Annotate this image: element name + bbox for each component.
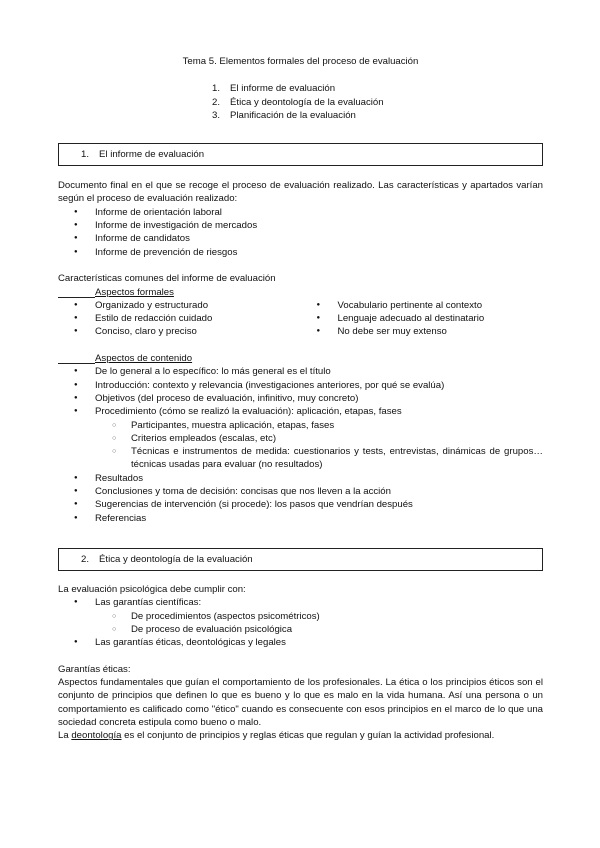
- toc-item: 2. Ética y deontología de la evaluación: [211, 96, 384, 108]
- deontology-term: deontología: [71, 730, 122, 742]
- list-item: ● Lenguaje adecuado al destinatario: [301, 312, 544, 325]
- sub-list-item: ○ De proceso de evaluación psicológica: [58, 623, 543, 636]
- list-item: ● Sugerencias de intervención (si procede): los pasos que vendrían después: [58, 498, 543, 511]
- toc-item: 3. Planificación de la evaluación: [211, 109, 356, 121]
- section-heading-1: 1. El informe de evaluación: [58, 143, 543, 166]
- list-item: ● Procedimiento (cómo se realizó la evaluación): aplicación, etapas, fases: [58, 405, 543, 418]
- list-item: ● Conclusiones y toma de decisión: concisas que nos lleven a la acción: [58, 485, 543, 498]
- list-item: ● Las garantías éticas, deontológicas y legales: [58, 636, 543, 649]
- list-item: ● Resultados: [58, 472, 543, 485]
- list-item: ● Objetivos (del proceso de evaluación, infinitivo, muy concreto): [58, 392, 543, 405]
- deontology-paragraph: La deontología es el conjunto de principios y reglas éticas que regulan y guían la actividad profesional.: [58, 730, 495, 742]
- list-item: ● Las garantías científicas:: [58, 596, 543, 609]
- guarantees-list: [58, 596, 543, 649]
- table-of-contents: [198, 82, 543, 122]
- document-page: [58, 55, 543, 742]
- content-list: [58, 365, 543, 525]
- list-item: ● Estilo de redacción cuidado: [58, 312, 301, 325]
- ethics-paragraph: Aspectos fundamentales que guían el comportamiento de los profesionales. La ética o los principios éticos son el conjunto de principios que definen lo que es bueno y lo que es malo en la vida humana. Así una persona o un comportamiento es calificado como "ético" cuando es consecuente con esos principios en el marco de lo que una sociedad concreta estipula como bueno o malo.: [58, 676, 543, 728]
- toc-item: 1. El informe de evaluación: [211, 83, 336, 95]
- formal-list-right: [301, 299, 544, 339]
- formal-aspects-title: Aspectos formales: [95, 286, 174, 298]
- report-types-list: [58, 206, 543, 259]
- list-item: ● Vocabulario pertinente al contexto: [301, 299, 544, 312]
- list-item: ● Conciso, claro y preciso: [58, 325, 301, 338]
- sub-list-item: ○ Técnicas e instrumentos de medida: cuestionarios y tests, entrevistas, dinámicas de grupos… técnicas usadas para evaluar (no resultados): [58, 445, 543, 472]
- sub-list-item: ○ Criterios empleados (escalas, etc): [58, 432, 543, 445]
- list-item: ● Referencias: [58, 512, 543, 525]
- list-item: ● Introducción: contexto y relevancia (investigaciones anteriores, por qué se evalúa): [58, 379, 543, 392]
- document-title: Tema 5. Elementos formales del proceso de evaluación: [182, 56, 419, 67]
- list-item: ● No debe ser muy extenso: [301, 325, 544, 338]
- list-item: ● Informe de candidatos: [58, 232, 543, 245]
- ethics-title: Garantías éticas:: [58, 663, 131, 675]
- list-item: ● De lo general a lo específico: lo más general es el título: [58, 365, 543, 378]
- list-item: ● Informe de orientación laboral: [58, 206, 543, 219]
- section2-intro: La evaluación psicológica debe cumplir con:: [58, 583, 246, 595]
- content-aspects-title: Aspectos de contenido: [95, 353, 193, 365]
- sub-list-item: ○ Participantes, muestra aplicación, etapas, fases: [58, 419, 543, 432]
- list-item: ● Informe de prevención de riesgos: [58, 246, 543, 259]
- list-item: ● Informe de investigación de mercados: [58, 219, 543, 232]
- section1-intro: Documento final en el que se recoge el proceso de evaluación realizado. Las características y apartados varían según el proceso de evaluación realizado:: [58, 180, 543, 205]
- list-item: ● Organizado y estructurado: [58, 299, 301, 312]
- section-heading-2: 2. Ética y deontología de la evaluación: [58, 548, 543, 571]
- common-characteristics-title: Características comunes del informe de evaluación: [58, 273, 276, 285]
- sub-list-item: ○ De procedimientos (aspectos psicométricos): [58, 610, 543, 623]
- formal-list-left: [58, 299, 301, 339]
